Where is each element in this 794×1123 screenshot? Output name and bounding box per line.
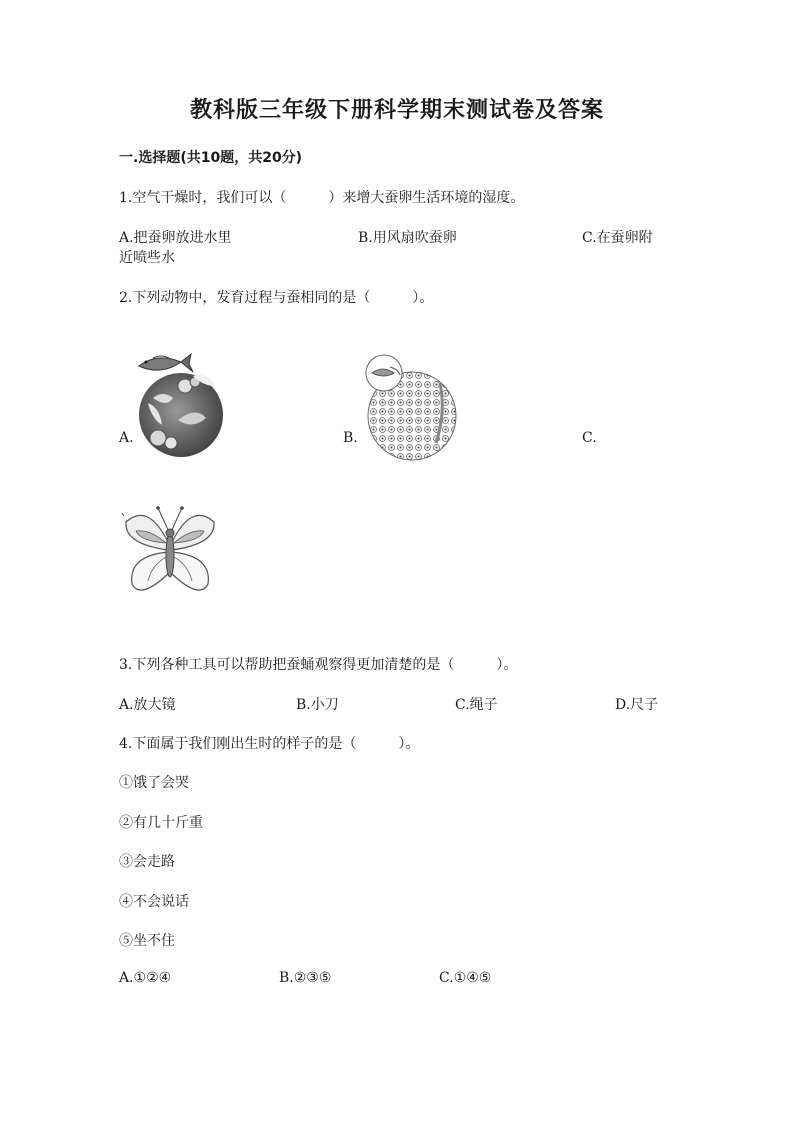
question-3-option-b: B.小刀 [296,697,339,713]
question-2-option-c: C. [582,430,597,446]
question-4-item-5: ⑤坐不住 [119,933,175,949]
question-2-stem: 2.下列动物中，发育过程与蚕相同的是（ ）。 [119,290,434,306]
question-4-item-3: ③会走路 [119,854,175,870]
question-3-stem: 3.下列各种工具可以帮助把蚕蛹观察得更加清楚的是（ ）。 [119,657,518,673]
question-2-option-b: B. [343,430,358,446]
question-3-option-d: D.尺子 [615,697,659,713]
question-2-option-a: A. [119,430,134,446]
fish-development-image [133,348,228,458]
question-3-option-a: A.放大镜 [119,697,176,713]
section-heading: 一.选择题(共10题，共20分) [119,150,303,166]
question-1-option-b: B.用风扇吹蚕卵 [358,230,457,246]
question-3-option-c: C.绳子 [455,697,498,713]
question-1-option-c-wrap: 近喷些水 [119,250,175,266]
question-4-option-a: A.①②④ [119,970,172,986]
question-4-item-4: ④不会说话 [119,894,189,910]
question-4-stem: 4.下面属于我们刚出生时的样子的是（ ）。 [119,736,420,752]
question-4-item-2: ②有几十斤重 [119,815,203,831]
frog-egg-image [360,353,460,461]
question-4-option-c: C.①④⑤ [439,970,492,986]
question-1-option-a: A.把蚕卵放进水里 [119,230,232,246]
butterfly-image [120,497,220,605]
question-1-stem: 1.空气干燥时，我们可以（ ）来增大蚕卵生活环境的湿度。 [119,190,525,206]
page-title: 教科版三年级下册科学期末测试卷及答案 [189,97,604,123]
question-4-option-b: B.②③⑤ [279,970,332,986]
question-1-option-c: C.在蚕卵附 [582,230,653,246]
question-4-item-1: ①饿了会哭 [119,775,189,791]
